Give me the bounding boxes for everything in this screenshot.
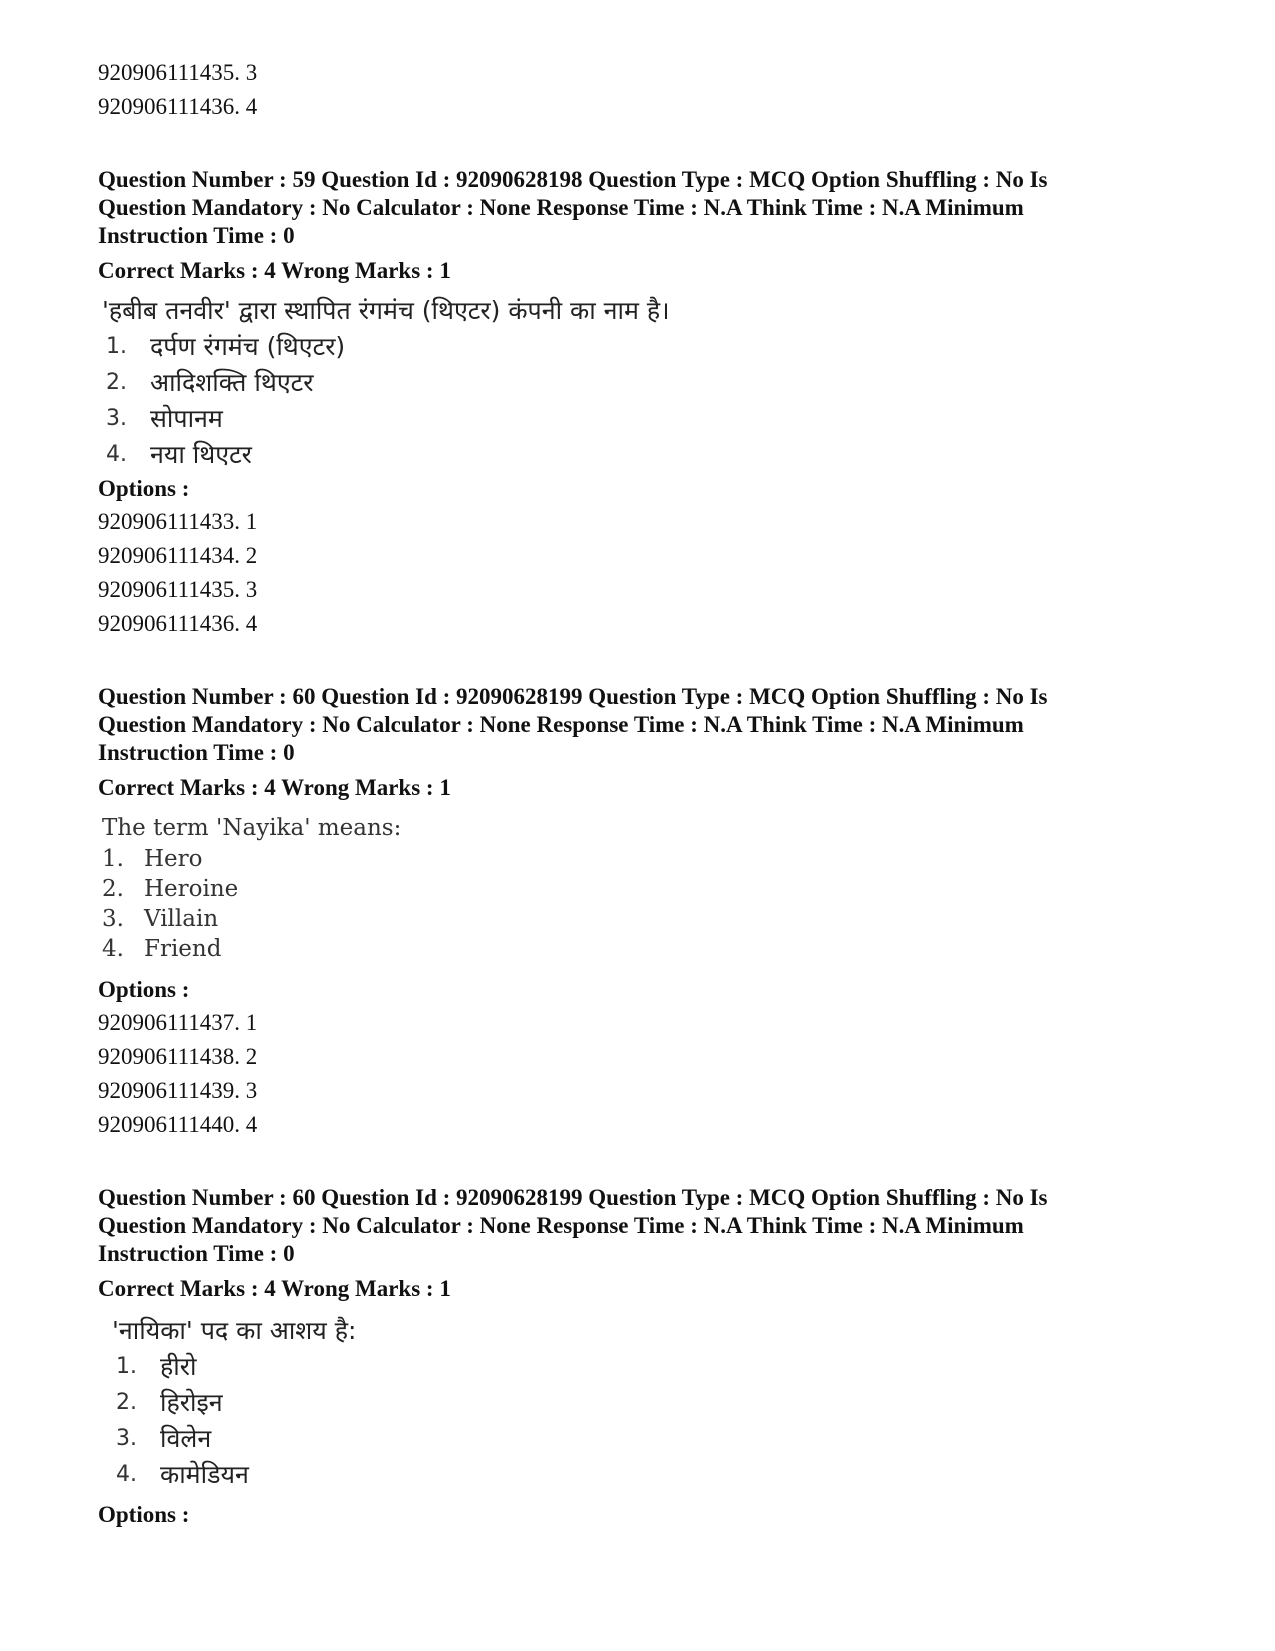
question-body (98, 813, 1178, 964)
question-header: Question Number : 60 Question Id : 92090628199 Question Type : MCQ Option Shuffling : No Is Question Mandatory : No Calculator : None Response Time : N.A Think Time : N.A Minimum Instruction Time : 0 (98, 1185, 1048, 1266)
choice-number: 3. (116, 1426, 137, 1451)
choice-number: 2. (106, 370, 127, 395)
choice-number: 3. (102, 906, 124, 932)
choice-text: नया थिएटर (150, 440, 252, 469)
choice-text: आदिशक्ति थिएटर (150, 368, 314, 397)
choice-item (102, 365, 1178, 401)
choice-item (112, 1421, 1178, 1457)
choice-text: विलेन (160, 1424, 212, 1453)
choice-number: 1. (102, 846, 124, 872)
choice-item (102, 437, 1178, 473)
choice-text: हिरोइन (160, 1388, 223, 1417)
choice-number: 4. (102, 936, 124, 962)
choice-item (102, 904, 1178, 934)
question-text: 'हबीब तनवीर' द्वारा स्थापित रंगमंच (थिएटर) कंपनी का नाम है। (102, 296, 670, 325)
choice-number: 1. (116, 1354, 137, 1379)
option-id-line: 920906111435. 3 (98, 577, 258, 602)
option-id-line: 920906111440. 4 (98, 1112, 258, 1137)
choice-text: कामेडियन (160, 1460, 249, 1489)
options-label: Options : (98, 476, 190, 501)
choice-text: Friend (144, 936, 222, 962)
choice-text: Villain (144, 906, 219, 932)
choice-item (102, 874, 1178, 904)
option-id-line: 920906111434. 2 (98, 543, 258, 568)
option-id-line: 920906111436. 4 (98, 94, 258, 119)
choice-number: 2. (116, 1390, 137, 1415)
option-id-line: 920906111433. 1 (98, 509, 258, 534)
choice-item (102, 844, 1178, 874)
question-text: The term 'Nayika' means: (102, 815, 402, 841)
question-body (98, 1312, 1178, 1493)
choice-number: 4. (116, 1462, 137, 1487)
question-marks: Correct Marks : 4 Wrong Marks : 1 (98, 1276, 451, 1301)
choice-number: 2. (102, 876, 124, 902)
choice-item (112, 1385, 1178, 1421)
question-block-60-english (98, 683, 1178, 1142)
choice-text: दर्पण रंगमंच (थिएटर) (150, 332, 346, 361)
options-label: Options : (98, 977, 190, 1002)
question-header: Question Number : 59 Question Id : 92090628198 Question Type : MCQ Option Shuffling : No Is Question Mandatory : No Calculator : None Response Time : N.A Think Time : N.A Minimum Instruction Time : 0 (98, 167, 1048, 248)
carryover-options (98, 56, 1178, 124)
choice-item (112, 1457, 1178, 1493)
question-text: 'नायिका' पद का आशय है: (112, 1316, 357, 1345)
choice-text: Heroine (144, 876, 239, 902)
question-body (98, 292, 1178, 473)
document-page (98, 56, 1178, 1531)
choice-item (102, 329, 1178, 365)
choice-item (112, 1349, 1178, 1385)
question-block-59 (98, 166, 1178, 641)
choice-item (102, 934, 1178, 964)
option-id-line: 920906111438. 2 (98, 1044, 258, 1069)
choice-text: सोपानम (150, 404, 223, 433)
choice-number: 3. (106, 406, 127, 431)
option-id-line: 920906111435. 3 (98, 60, 258, 85)
choice-item (102, 401, 1178, 437)
choice-number: 1. (106, 334, 127, 359)
question-marks: Correct Marks : 4 Wrong Marks : 1 (98, 775, 451, 800)
option-id-line: 920906111437. 1 (98, 1010, 258, 1035)
option-id-line: 920906111436. 4 (98, 611, 258, 636)
question-block-60-hindi (98, 1184, 1178, 1531)
choice-text: हीरो (160, 1352, 197, 1381)
question-header: Question Number : 60 Question Id : 92090628199 Question Type : MCQ Option Shuffling : No Is Question Mandatory : No Calculator : None Response Time : N.A Think Time : N.A Minimum Instruction Time : 0 (98, 684, 1048, 765)
options-label: Options : (98, 1502, 190, 1527)
option-id-line: 920906111439. 3 (98, 1078, 258, 1103)
choice-text: Hero (144, 846, 203, 872)
question-marks: Correct Marks : 4 Wrong Marks : 1 (98, 258, 451, 283)
choice-number: 4. (106, 442, 127, 467)
